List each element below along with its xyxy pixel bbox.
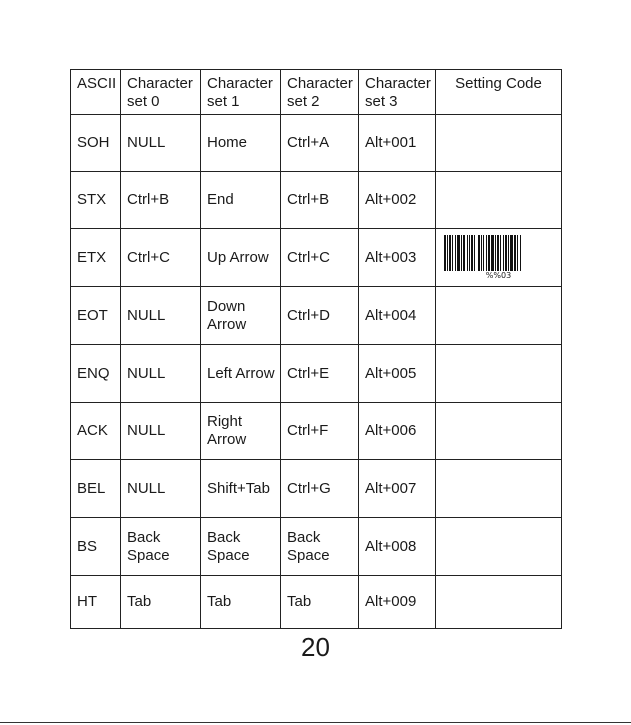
setting-code-cell [436, 518, 562, 576]
character-set-3-cell: Alt+001 [359, 115, 436, 172]
character-set-3-cell: Alt+004 [359, 287, 436, 345]
barcode-bars-icon [443, 235, 555, 271]
ascii-cell: BS [71, 518, 121, 576]
table-row [71, 576, 562, 629]
character-set-2-cell: Tab [281, 576, 359, 629]
ascii-cell: ACK [71, 403, 121, 460]
column-header-ascii: ASCII [71, 70, 121, 115]
setting-code-cell [436, 576, 562, 629]
character-set-0-cell: NULL [121, 403, 201, 460]
table-row [71, 403, 562, 460]
character-set-2-cell: Ctrl+A [281, 115, 359, 172]
setting-code-cell [436, 460, 562, 518]
character-set-0-cell: Ctrl+B [121, 172, 201, 229]
character-set-0-cell: Ctrl+C [121, 229, 201, 287]
character-set-2-cell: Ctrl+E [281, 345, 359, 403]
column-header-character-set-0: Character set 0 [121, 70, 201, 115]
column-header-character-set-1: Character set 1 [201, 70, 281, 115]
character-set-0-cell: NULL [121, 115, 201, 172]
character-set-2-cell: Ctrl+F [281, 403, 359, 460]
character-set-3-cell: Alt+007 [359, 460, 436, 518]
table-row [71, 460, 562, 518]
ascii-cell: ENQ [71, 345, 121, 403]
column-header-character-set-2: Character set 2 [281, 70, 359, 115]
column-header-setting-code: Setting Code [436, 70, 562, 115]
table-row [71, 229, 562, 287]
ascii-cell: EOT [71, 287, 121, 345]
ascii-character-set-table [70, 69, 562, 629]
table-row [71, 287, 562, 345]
character-set-0-cell: Tab [121, 576, 201, 629]
character-set-1-cell: Right Arrow [201, 403, 281, 460]
character-set-3-cell: Alt+003 [359, 229, 436, 287]
page-number: 20 [301, 632, 330, 662]
character-set-2-cell: Ctrl+D [281, 287, 359, 345]
setting-code-cell [436, 115, 562, 172]
character-set-1-cell: Down Arrow [201, 287, 281, 345]
character-set-0-cell: NULL [121, 345, 201, 403]
column-header-character-set-3: Character set 3 [359, 70, 436, 115]
character-set-2-cell: Ctrl+G [281, 460, 359, 518]
barcode [436, 235, 561, 280]
setting-code-cell [436, 172, 562, 229]
character-set-2-cell: Ctrl+C [281, 229, 359, 287]
character-set-1-cell: End [201, 172, 281, 229]
character-set-3-cell: Alt+008 [359, 518, 436, 576]
setting-code-cell [436, 287, 562, 345]
character-set-1-cell: Back Space [201, 518, 281, 576]
setting-code-cell [436, 229, 562, 287]
ascii-cell: SOH [71, 115, 121, 172]
setting-code-cell [436, 403, 562, 460]
table-row [71, 345, 562, 403]
character-set-0-cell: NULL [121, 287, 201, 345]
character-set-1-cell: Home [201, 115, 281, 172]
character-set-1-cell: Shift+Tab [201, 460, 281, 518]
ascii-cell: STX [71, 172, 121, 229]
character-set-1-cell: Left Arrow [201, 345, 281, 403]
ascii-cell: ETX [71, 229, 121, 287]
table-header-row [71, 70, 562, 115]
character-set-1-cell: Tab [201, 576, 281, 629]
page-divider [0, 722, 631, 723]
character-set-2-cell: Back Space [281, 518, 359, 576]
ascii-cell: BEL [71, 460, 121, 518]
character-set-1-cell: Up Arrow [201, 229, 281, 287]
character-set-3-cell: Alt+005 [359, 345, 436, 403]
character-set-0-cell: NULL [121, 460, 201, 518]
table-row [71, 518, 562, 576]
barcode-caption: %%03 [485, 271, 512, 280]
table-row [71, 115, 562, 172]
setting-code-cell [436, 345, 562, 403]
character-set-0-cell: Back Space [121, 518, 201, 576]
character-set-3-cell: Alt+002 [359, 172, 436, 229]
table-row [71, 172, 562, 229]
character-set-3-cell: Alt+006 [359, 403, 436, 460]
character-set-2-cell: Ctrl+B [281, 172, 359, 229]
character-set-3-cell: Alt+009 [359, 576, 436, 629]
ascii-cell: HT [71, 576, 121, 629]
